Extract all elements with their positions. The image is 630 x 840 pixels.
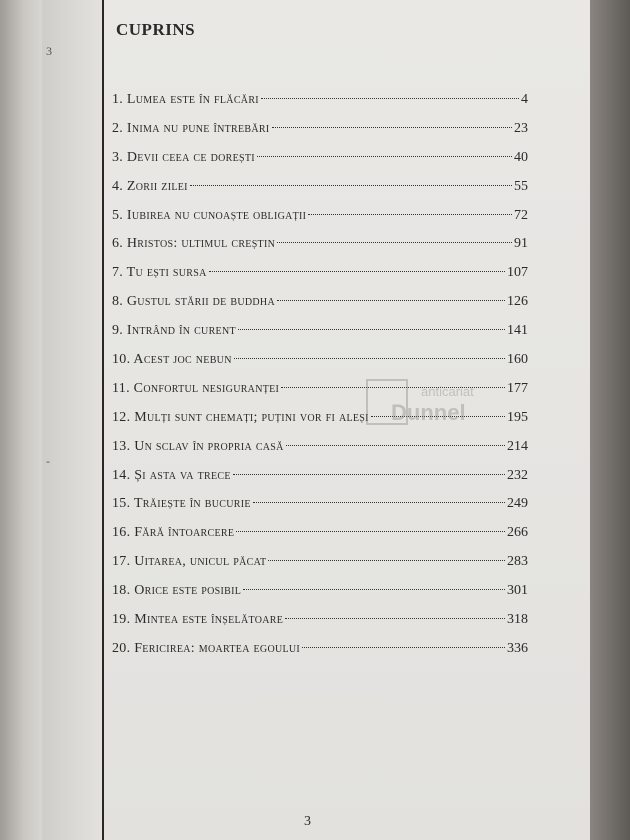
toc-entry [112, 554, 528, 583]
toc-leader-dots [234, 358, 505, 359]
toc-entry [112, 208, 528, 237]
toc-entry-page: 266 [507, 525, 528, 541]
toc-entry-label: 20. Fericirea: moartea egoului [112, 640, 301, 656]
toc-leader-dots [308, 214, 512, 215]
watermark-text: Dunnel [391, 400, 466, 425]
toc-entry [112, 468, 528, 497]
toc-leader-dots [233, 474, 505, 475]
toc-entry-page: 301 [507, 583, 528, 599]
toc-entry-label: 15. Trăiește în bucurie [112, 496, 251, 512]
toc-entry-label: 8. Gustul stării de buddha [112, 294, 275, 310]
toc-leader-dots [238, 329, 505, 330]
toc-entry [112, 323, 528, 352]
book-right-edge [590, 0, 630, 840]
toc-entry-page: 318 [507, 612, 528, 628]
toc-entry-page: 126 [507, 294, 528, 310]
toc-leader-dots [277, 300, 505, 301]
toc-entry-page: 160 [507, 352, 528, 368]
toc-entry-page: 336 [507, 640, 528, 656]
toc-entry-page: 91 [514, 236, 528, 252]
toc-entry-label: 16. Fără întoarcere [112, 525, 235, 541]
toc-leader-dots [261, 98, 519, 99]
toc-leader-dots [286, 445, 505, 446]
watermark-text: anticariat [421, 384, 474, 399]
toc-entry-page: 141 [507, 323, 528, 339]
toc-leader-dots [268, 560, 505, 561]
toc-leader-dots [190, 185, 512, 186]
toc-entry-page: 283 [507, 554, 528, 570]
toc-entry-label: 14. Și asta va trece [112, 467, 231, 483]
toc-entry-label: 11. Confortul nesiguranței [112, 380, 280, 396]
page-title: CUPRINS [116, 20, 196, 39]
toc-entry-label: 18. Orice este posibil [112, 583, 242, 599]
toc-entry-page: 40 [514, 149, 528, 165]
toc-entry-label: 1. Lumea este în flăcări [112, 92, 259, 107]
toc-entry [112, 121, 528, 150]
toc-entry-page: 195 [507, 409, 528, 425]
toc-leader-dots [257, 156, 512, 157]
toc-entry-label: 17. Uitarea, unicul păcat [112, 554, 267, 570]
toc-entry [112, 641, 528, 670]
toc-entry [112, 294, 528, 323]
toc-entry-page: 232 [507, 467, 528, 483]
toc-leader-dots [253, 502, 505, 503]
toc-entry-page: 249 [507, 496, 528, 512]
toc-leader-dots [285, 618, 505, 619]
toc-leader-dots [243, 589, 505, 590]
toc-leader-dots [277, 242, 512, 243]
toc-entry [112, 612, 528, 641]
toc-entry-page: 72 [514, 207, 528, 223]
toc-entry-page: 4 [521, 92, 528, 107]
toc-entry [112, 439, 528, 468]
toc-leader-dots [236, 531, 505, 532]
toc-leader-dots [209, 271, 505, 272]
toc-entry-label: 4. Zorii zilei [112, 178, 188, 194]
contents-page [104, 0, 590, 840]
toc-entry-page: 177 [507, 380, 528, 396]
toc-entry-page: 55 [514, 178, 528, 194]
toc-entry [112, 92, 528, 121]
toc-entry-label: 2. Inima nu pune întrebări [112, 120, 270, 136]
toc-entry-page: 107 [507, 265, 528, 281]
toc-entry [112, 265, 528, 294]
book-left-edge [0, 0, 42, 840]
toc-entry-label: 12. Mulți sunt chemați; puțini vor fi aleși [112, 409, 369, 425]
toc-entry [112, 583, 528, 612]
toc-entry [112, 150, 528, 179]
toc-entry-page: 214 [507, 438, 528, 454]
toc-entry-label: 13. Un sclav în propria casă [112, 438, 284, 454]
toc-leader-dots [302, 647, 505, 648]
toc-leader-dots [272, 127, 512, 128]
toc-entry-label: 9. Intrând în curent [112, 323, 236, 339]
toc-entry-page: 23 [514, 120, 528, 136]
toc-entry-label: 5. Iubirea nu cunoaște obligații [112, 207, 307, 223]
toc-entry-label: 10. Acest joc nebun [112, 352, 232, 368]
toc-entry-label: 6. Hristos: ultimul creștin [112, 236, 276, 252]
toc-entry [112, 496, 528, 525]
previous-page-margin [42, 0, 104, 840]
toc-entry [112, 236, 528, 265]
toc-entry [112, 179, 528, 208]
toc-entry-label: 7. Tu ești sursa [112, 265, 207, 281]
toc-entry-label: 3. Devii ceea ce dorești [112, 149, 255, 165]
page-number: 3 [304, 814, 311, 829]
left-page-mark: - [46, 454, 50, 468]
watermark-logo [309, 374, 509, 434]
toc-entry [112, 525, 528, 554]
toc-entry-label: 19. Mintea este înșelătoare [112, 612, 284, 628]
left-page-mark: 3 [46, 44, 52, 58]
